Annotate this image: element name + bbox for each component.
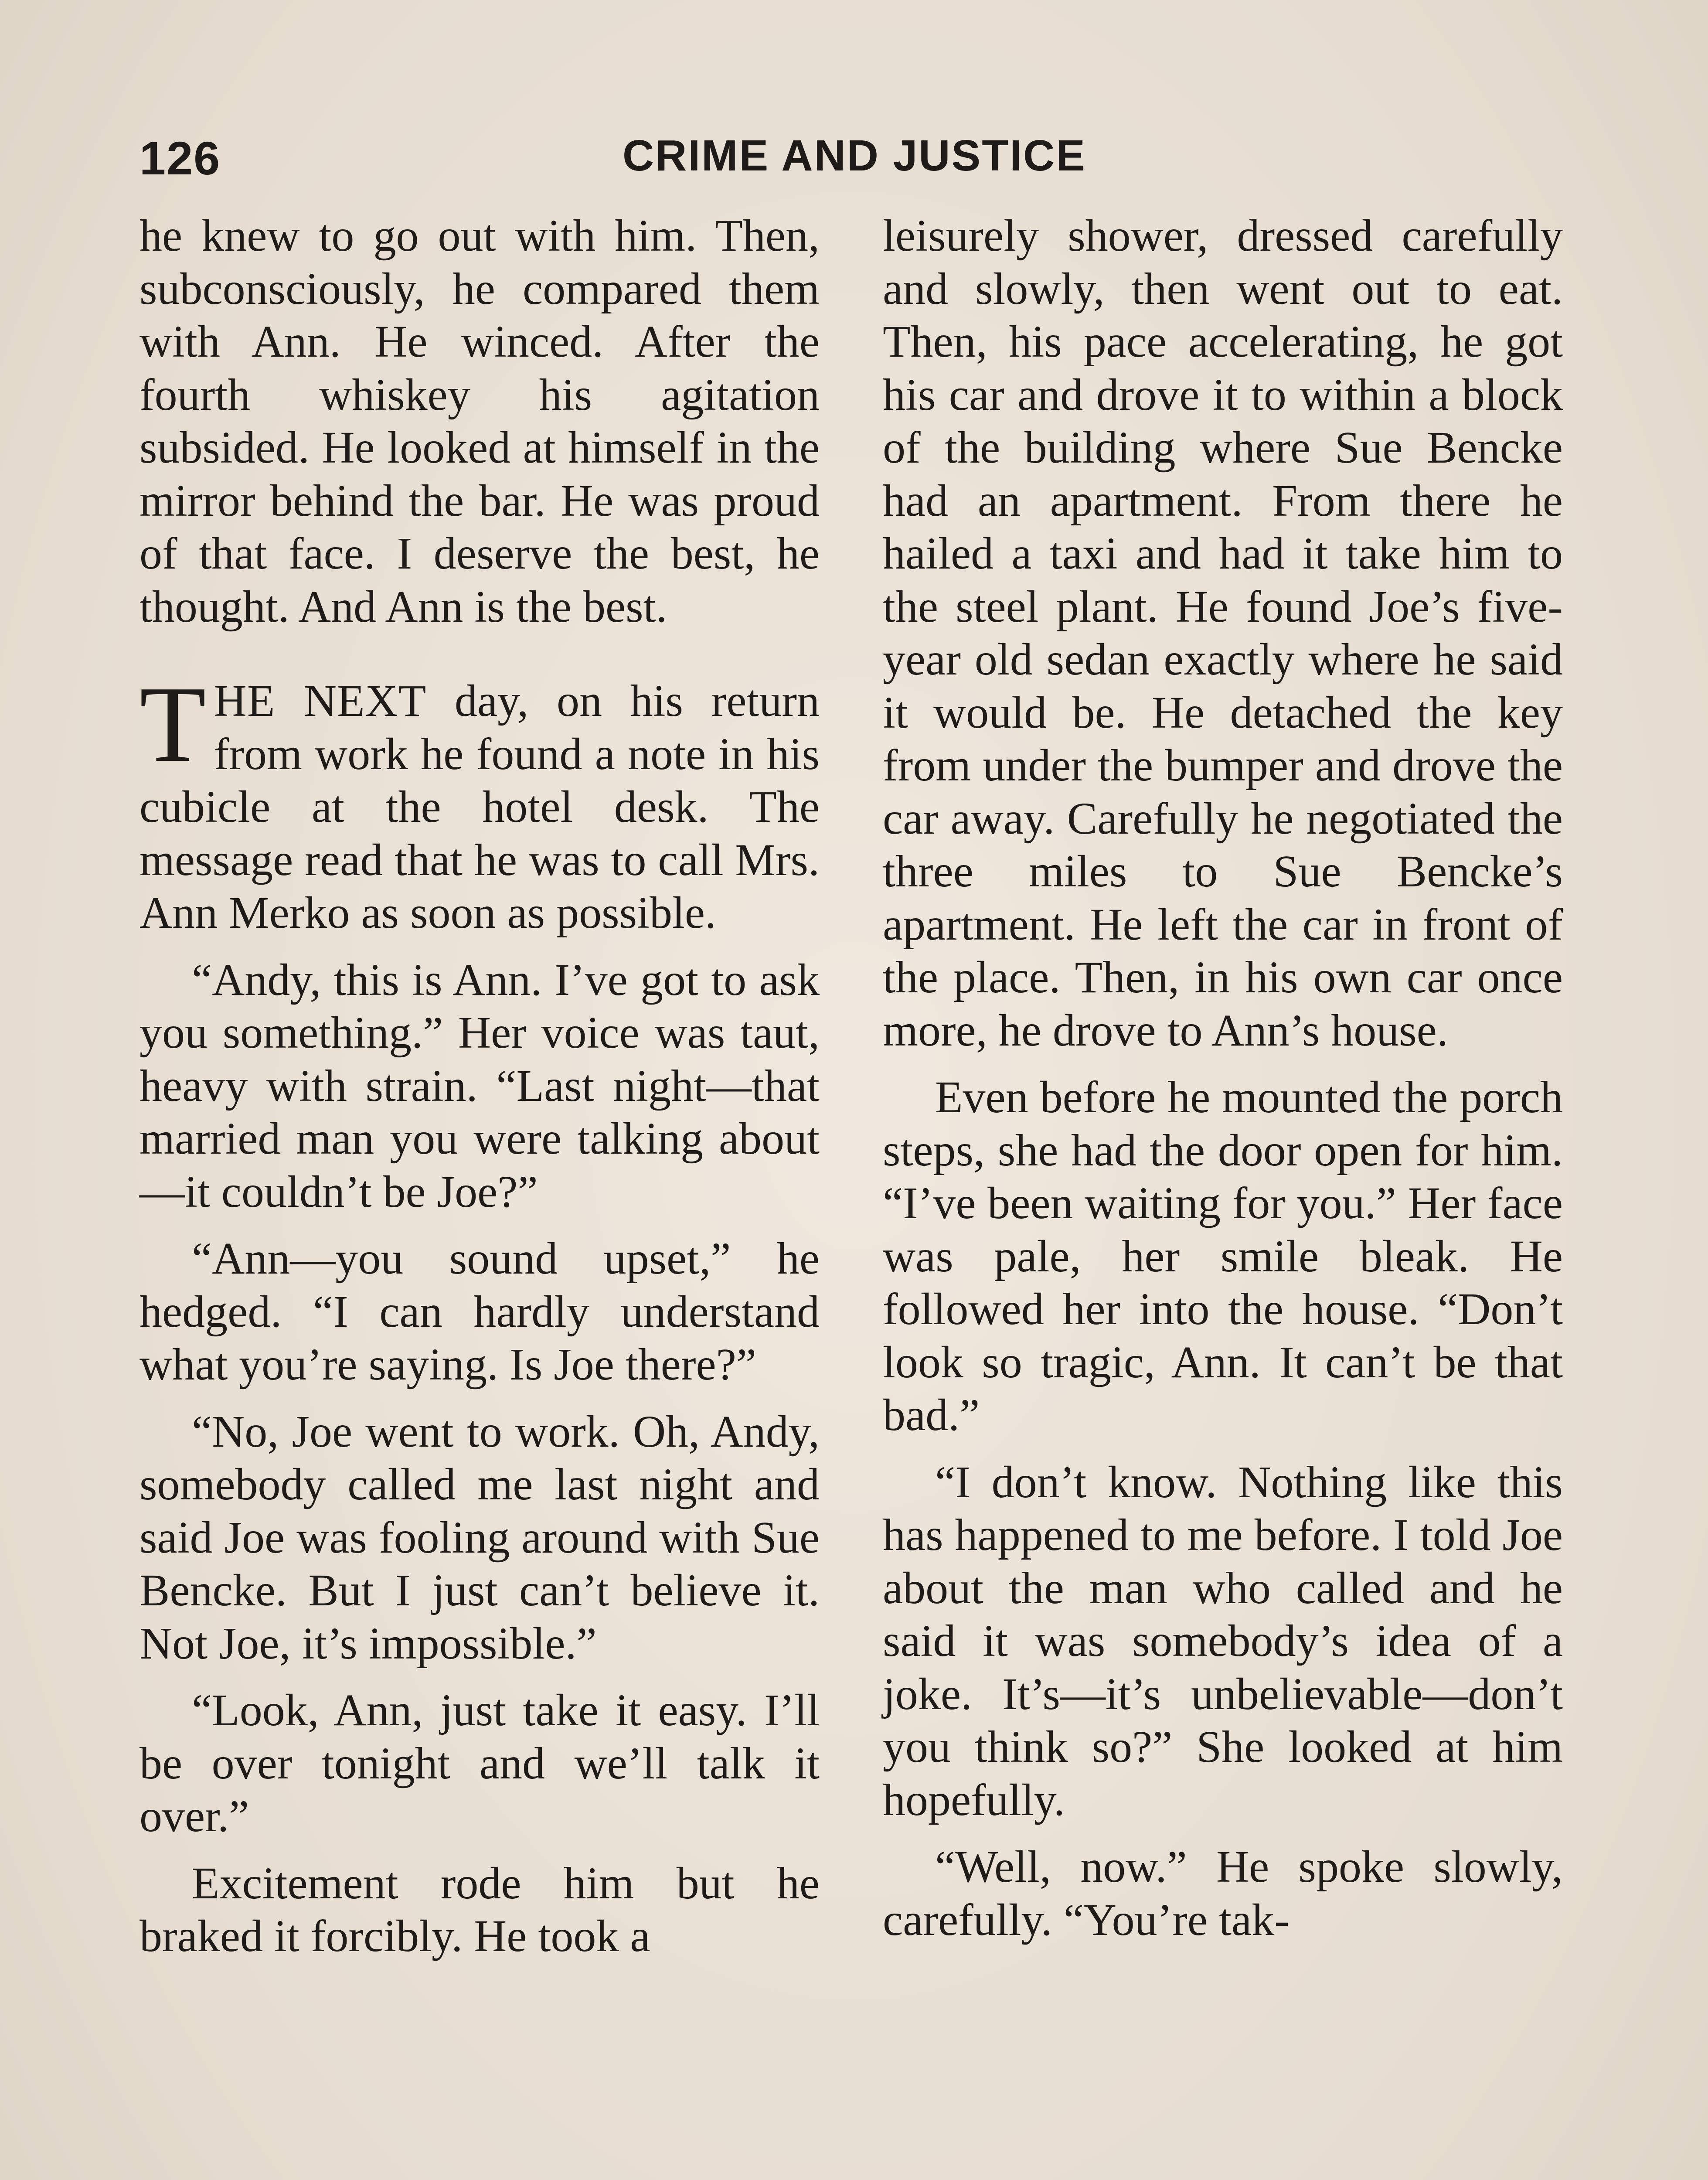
opening-caps: HE NEXT	[214, 676, 427, 726]
running-head-title: CRIME AND JUSTICE	[622, 131, 1087, 180]
paragraph: Excitement rode him but he braked it forcibly. He took a	[139, 1858, 820, 1961]
paragraph: Even before he mounted the porch steps, she had the door open for him. “I’ve been waiting for you.” Her face was pale, her smile bleak. He followed her into the house. “Don’t look so tragic, Ann. It can’t be that bad.”	[883, 1072, 1563, 1440]
drop-cap: T	[139, 664, 206, 785]
paragraph: leisurely shower, dressed carefully and slowly, then went out to eat. Then, his pace accelerating, he got his car and drove it to within a block of the building where Sue Bencke had an apartment. From there he hailed a taxi and had it take him to the steel plant. He found Joe’s five-year old sedan exactly where he said it would be. He detached the key from under the bumper and drove the car away. Carefully he negotiated the three miles to Sue Bencke’s apartment. He left the car in front of the place. Then, in his own car once more, he drove to Ann’s house.	[883, 211, 1563, 1056]
paragraph: “No, Joe went to work. Oh, Andy, somebody called me last night and said Joe was fooling around with Sue Bencke. But I just can’t believe it. Not Joe, it’s impossible.”	[139, 1406, 820, 1669]
right-column	[883, 209, 1563, 1946]
paragraph: “Andy, this is Ann. I’ve got to ask you something.” Her voice was taut, heavy with strain. “Last night—that married man you were talking about—it couldn’t be Joe?”	[139, 954, 820, 1217]
paragraph: “I don’t know. Nothing like this has happened to me before. I told Joe about the man who called and he said it was somebody’s idea of a joke. It’s—it’s unbelievable—don’t you think so?” She looked at him hopefully.	[883, 1457, 1563, 1825]
page-number: 126	[139, 132, 221, 184]
section-opening-paragraph	[139, 664, 820, 940]
paragraph: “Ann—you sound upset,” he hedged. “I can hardly understand what you’re saying. Is Joe there?”	[139, 1233, 820, 1390]
paragraph-text: day, on his return from work he found a note in his cubicle at the hotel desk. The message read that he was to call Mrs. Ann Merko as soon as possible.	[139, 676, 820, 938]
page-header	[139, 131, 1569, 187]
paragraph: “Look, Ann, just take it easy. I’ll be over tonight and we’ll talk it over.”	[139, 1685, 820, 1841]
paragraph: “Well, now.” He spoke slowly, carefully. “You’re tak-	[883, 1842, 1563, 1945]
paragraph: he knew to go out with him. Then, subconsciously, he compared them with Ann. He winced. After the fourth whiskey his agitation subsided. He looked at himself in the mirror behind the bar. He was proud of that face. I deserve the best, he thought. And Ann is the best.	[139, 211, 820, 632]
left-column	[139, 209, 820, 1963]
